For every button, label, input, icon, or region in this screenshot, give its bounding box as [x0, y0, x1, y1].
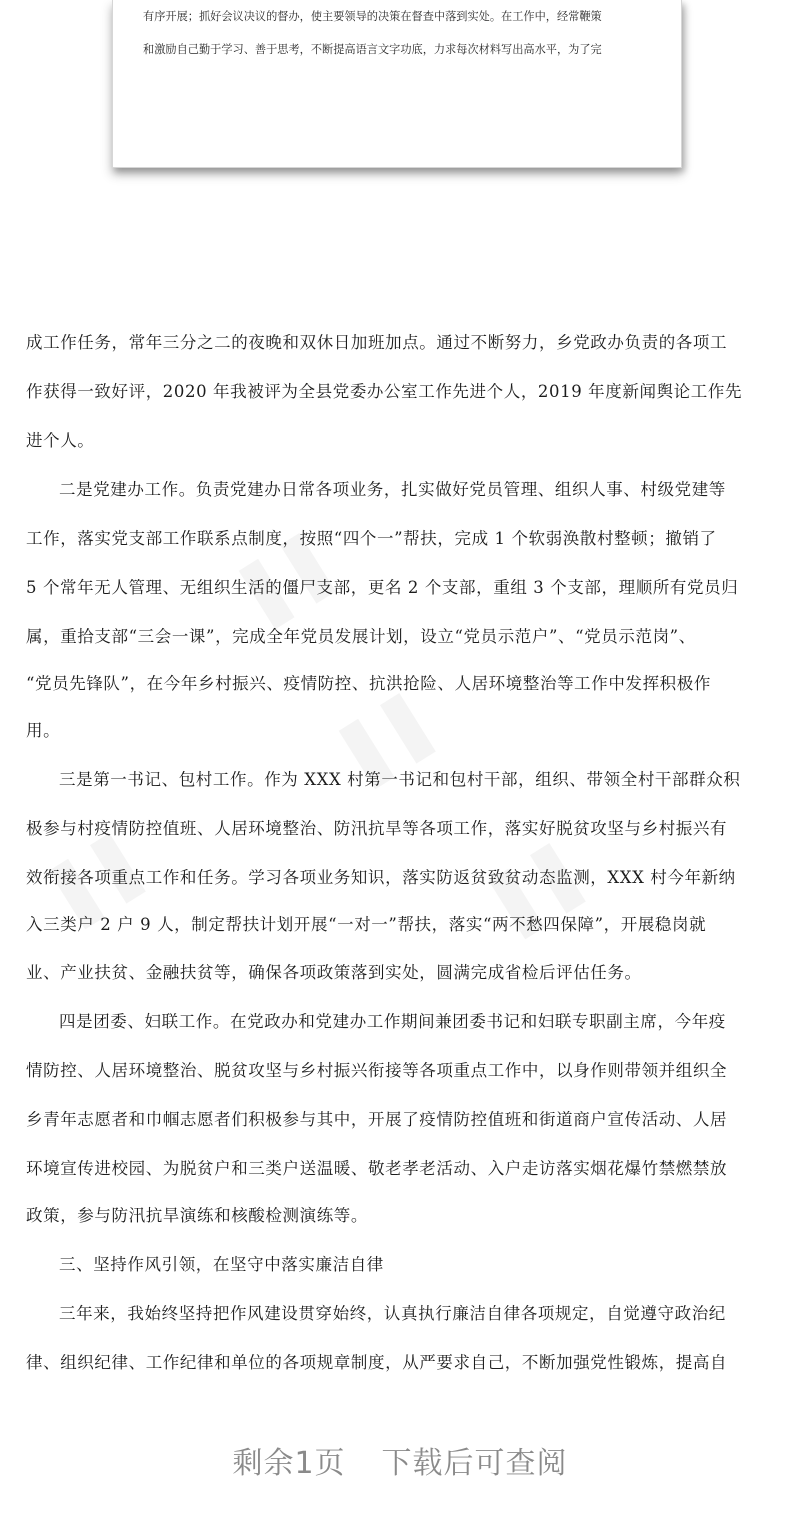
paragraph-first-line: 二是党建办工作。负责党建办日常各项业务，扎实做好党员管理、组织人事、村级党建等 — [59, 480, 726, 499]
body-line: 极参与村疫情防控值班、人居环境整治、防汛抗旱等各项工作，落实好脱贫攻坚与乡村振兴有 — [26, 819, 728, 838]
body-line: 政策，参与防汛抗旱演练和核酸检测演练等。 — [26, 1206, 368, 1225]
body-line: 业、产业扶贫、金融扶贫等，确保各项政策落到实处，圆满完成省检后评估任务。 — [26, 963, 642, 982]
body-line: 工作，落实党支部工作联系点制度，按照“四个一”帮扶，完成 1 个软弱涣散村整顿；撤销了 — [26, 529, 717, 548]
previous-page-preview — [112, 0, 682, 168]
section-heading: 三、坚持作风引领，在坚守中落实廉洁自律 — [59, 1255, 384, 1274]
body-line: 成工作任务，常年三分之二的夜晚和双休日加班加点。通过不断努力，乡党政办负责的各项工 — [26, 333, 728, 352]
body-line: 进个人。 — [26, 431, 95, 450]
paragraph-first-line: 三年来，我始终坚持把作风建设贯穿始终，认真执行廉洁自律各项规定，自觉遵守政治纪 — [59, 1304, 726, 1323]
body-line: 用。 — [26, 721, 61, 740]
body-line: 5 个常年无人管理、无组织生活的僵尸支部，更名 2 个支部，重组 3 个支部，理顺所有党员归 — [26, 578, 739, 597]
body-line: “党员先锋队”，在今年乡村振兴、疫情防控、抗洪抢险、人居环境整治等工作中发挥积极作 — [26, 674, 711, 693]
preview-line: 有序开展；抓好会议决议的督办，使主要领导的决策在督查中落到实处。在工作中，经常鞭策 — [143, 10, 602, 23]
body-line: 情防控、人居环境整治、脱贫攻坚与乡村振兴衔接等各项重点工作中，以身作则带领并组织全 — [26, 1061, 728, 1080]
body-line: 律、组织纪律、工作纪律和单位的各项规章制度，从严要求自己，不断加强党性锻炼，提高自 — [26, 1353, 728, 1372]
body-line: 效衔接各项重点工作和任务。学习各项业务知识，落实防返贫致贫动态监测，XXX 村今年新纳 — [26, 868, 736, 887]
body-line: 属，重拾支部“三会一课”，完成全年党员发展计划，设立“党员示范户”、“党员示范岗”、 — [26, 627, 696, 646]
preview-line: 和激励自己勤于学习、善于思考，不断提高语言文字功底，力求每次材料写出高水平，为了完 — [143, 43, 602, 56]
body-line: 乡青年志愿者和巾帼志愿者们积极参与其中，开展了疫情防控值班和街道商户宣传活动、人居 — [26, 1110, 728, 1129]
download-to-view-prompt[interactable] — [0, 1430, 800, 1490]
download-hint-label: 下载后可查阅 — [381, 1446, 568, 1481]
body-line: 作获得一致好评，2020 年我被评为全县党委办公室工作先进个人，2019 年度新闻舆论工作先 — [26, 382, 743, 401]
paragraph-first-line: 四是团委、妇联工作。在党政办和党建办工作期间兼团委书记和妇联专职副主席，今年疫 — [59, 1012, 726, 1031]
body-line: 环境宣传进校园、为脱贫户和三类户送温暖、敬老孝老活动、入户走访落实烟花爆竹禁燃禁放 — [26, 1159, 728, 1178]
remaining-pages-label: 剩余1页 — [232, 1446, 346, 1481]
paragraph-first-line: 三是第一书记、包村工作。作为 XXX 村第一书记和包村干部，组织、带领全村干部群众积 — [59, 770, 741, 789]
body-line: 入三类户 2 户 9 人，制定帮扶计划开展“一对一”帮扶，落实“两不愁四保障”，开展稳岗就 — [26, 915, 707, 934]
